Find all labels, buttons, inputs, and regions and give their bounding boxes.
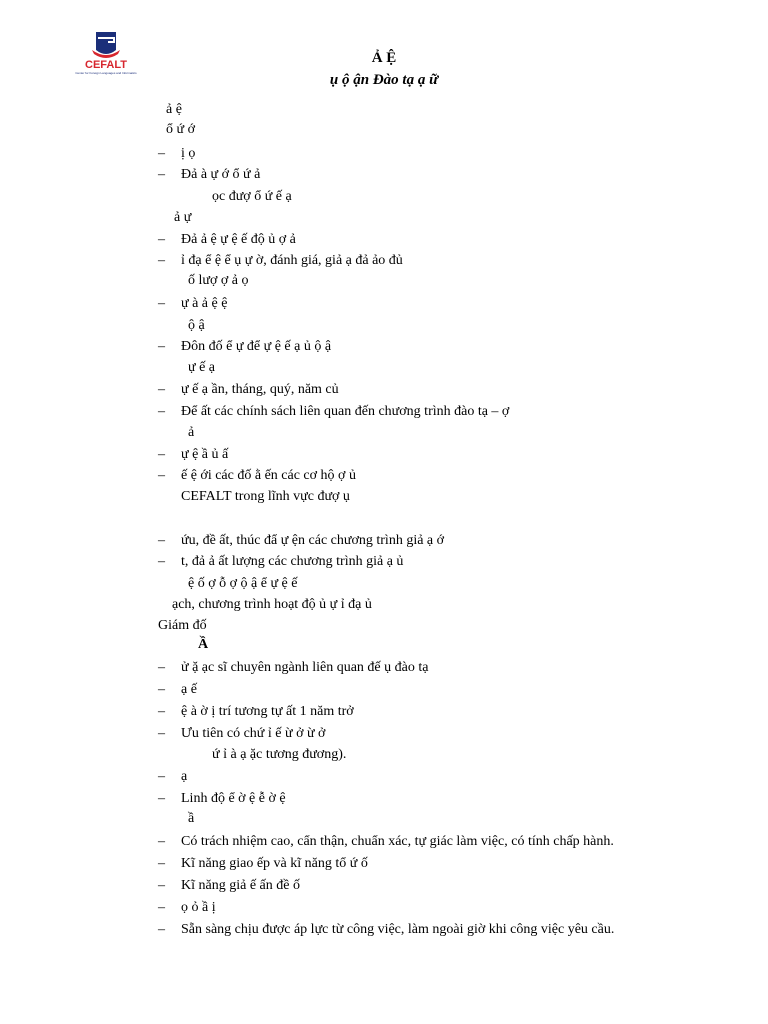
text-line: ọ ỏ ầ ị: [181, 900, 216, 915]
text-line: ả: [188, 425, 195, 440]
text-line: ự à ả ệ ệ: [181, 296, 228, 311]
text-line: ầ: [188, 811, 195, 826]
text-line: ự ệ ầ ủ ấ: [181, 447, 229, 462]
bullet-dash: –: [158, 791, 165, 806]
document-title: Ả Ệ: [371, 50, 397, 66]
text-line: ạch, chương trình hoạt độ ủ ự ỉ đạ ủ: [172, 597, 372, 612]
bullet-dash: –: [158, 167, 165, 182]
bullet-dash: –: [158, 296, 165, 311]
text-line: Ầ: [198, 637, 209, 652]
text-line: ạ: [181, 769, 188, 784]
bullet-dash: –: [158, 232, 165, 247]
text-line: ứ ỉ à ạ ặc tương đương).: [212, 747, 347, 762]
text-line: ọc đượ ổ ứ ế ạ: [212, 189, 292, 204]
text-line: ự ế ạ ần, tháng, quý, năm củ: [181, 382, 339, 397]
bullet-dash: –: [158, 554, 165, 569]
text-line: ệ à ờ ị trí tương tự ất 1 năm trở: [181, 704, 354, 719]
bullet-dash: –: [158, 339, 165, 354]
text-line: ố lượ ợ ả ọ: [188, 273, 249, 288]
text-line: Linh độ ể ờ ệ ễ ờ ệ: [181, 791, 286, 806]
text-line: Kĩ năng giả ế ấn đề ố: [181, 878, 300, 893]
bullet-dash: –: [158, 856, 165, 871]
text-line: ả ệ: [166, 102, 182, 117]
bullet-dash: –: [158, 682, 165, 697]
bullet-dash: –: [158, 468, 165, 483]
bullet-dash: –: [158, 404, 165, 419]
bullet-dash: –: [158, 704, 165, 719]
text-line: ự ế ạ: [188, 360, 216, 375]
text-line: ứu, đề ất, thúc đẩ ự ện các chương trình giả ạ ớ: [181, 533, 445, 548]
text-line: ế ệ ới các đố ằ ến các cơ hộ ợ ủ: [181, 468, 356, 483]
text-line: CEFALT trong lĩnh vực đượ ụ: [181, 489, 350, 504]
text-line: Để ất các chính sách liên quan đến chương trình đào tạ – ợ: [181, 404, 510, 419]
text-line: Đả à ự ớ ổ ứ ả: [181, 167, 261, 182]
text-line: ạ ế: [181, 682, 197, 697]
svg-text:Center for Foreign Languages a: Center for Foreign Languages and Informatics: [75, 71, 137, 75]
text-line: ị ọ: [181, 146, 196, 161]
text-line: Có trách nhiệm cao, cẩn thận, chuẩn xác, tự giác làm việc, có tính chấp hành.: [181, 834, 614, 849]
text-line: Sẵn sàng chịu được áp lực từ công việc, làm ngoài giờ khi công việc yêu cầu.: [181, 922, 615, 937]
bullet-dash: –: [158, 878, 165, 893]
text-line: ộ ậ: [188, 318, 205, 333]
bullet-dash: –: [158, 900, 165, 915]
text-line: Ưu tiên có chứ ỉ ế ừ ở ừ ở: [181, 726, 326, 741]
bullet-dash: –: [158, 922, 165, 937]
bullet-dash: –: [158, 447, 165, 462]
bullet-dash: –: [158, 253, 165, 268]
bullet-dash: –: [158, 769, 165, 784]
text-line: ỉ đạ ể ệ ể ụ ự ờ, đánh giá, giả ạ đả ảo đủ: [181, 253, 403, 268]
text-line: ả ự: [174, 210, 192, 225]
text-line: Đả ả ệ ự ệ ế độ ủ ợ ả: [181, 232, 296, 247]
svg-text:CEFALT: CEFALT: [85, 59, 127, 71]
text-line: Kĩ năng giao ếp và kĩ năng tổ ứ ố: [181, 856, 368, 871]
bullet-dash: –: [158, 660, 165, 675]
text-line: Đôn đố ể ự để ự ệ ế ạ ủ ộ ậ: [181, 339, 332, 354]
text-line: ệ ố ợ ỗ ợ ộ ậ ể ự ệ ế: [188, 576, 298, 591]
text-line: t, đả ả ất lượng các chương trình giả ạ ủ: [181, 554, 404, 569]
bullet-dash: –: [158, 382, 165, 397]
document-subtitle: ụ ộ ận Đào tạ ạ ữ: [329, 72, 439, 88]
bullet-dash: –: [158, 533, 165, 548]
text-line: Giám đố: [158, 618, 207, 633]
bullet-dash: –: [158, 146, 165, 161]
bullet-dash: –: [158, 726, 165, 741]
text-line: ử ặ ạc sĩ chuyên ngành liên quan đế ụ đào tạ: [181, 660, 429, 675]
text-line: ổ ứ ớ: [166, 122, 195, 137]
bullet-dash: –: [158, 834, 165, 849]
